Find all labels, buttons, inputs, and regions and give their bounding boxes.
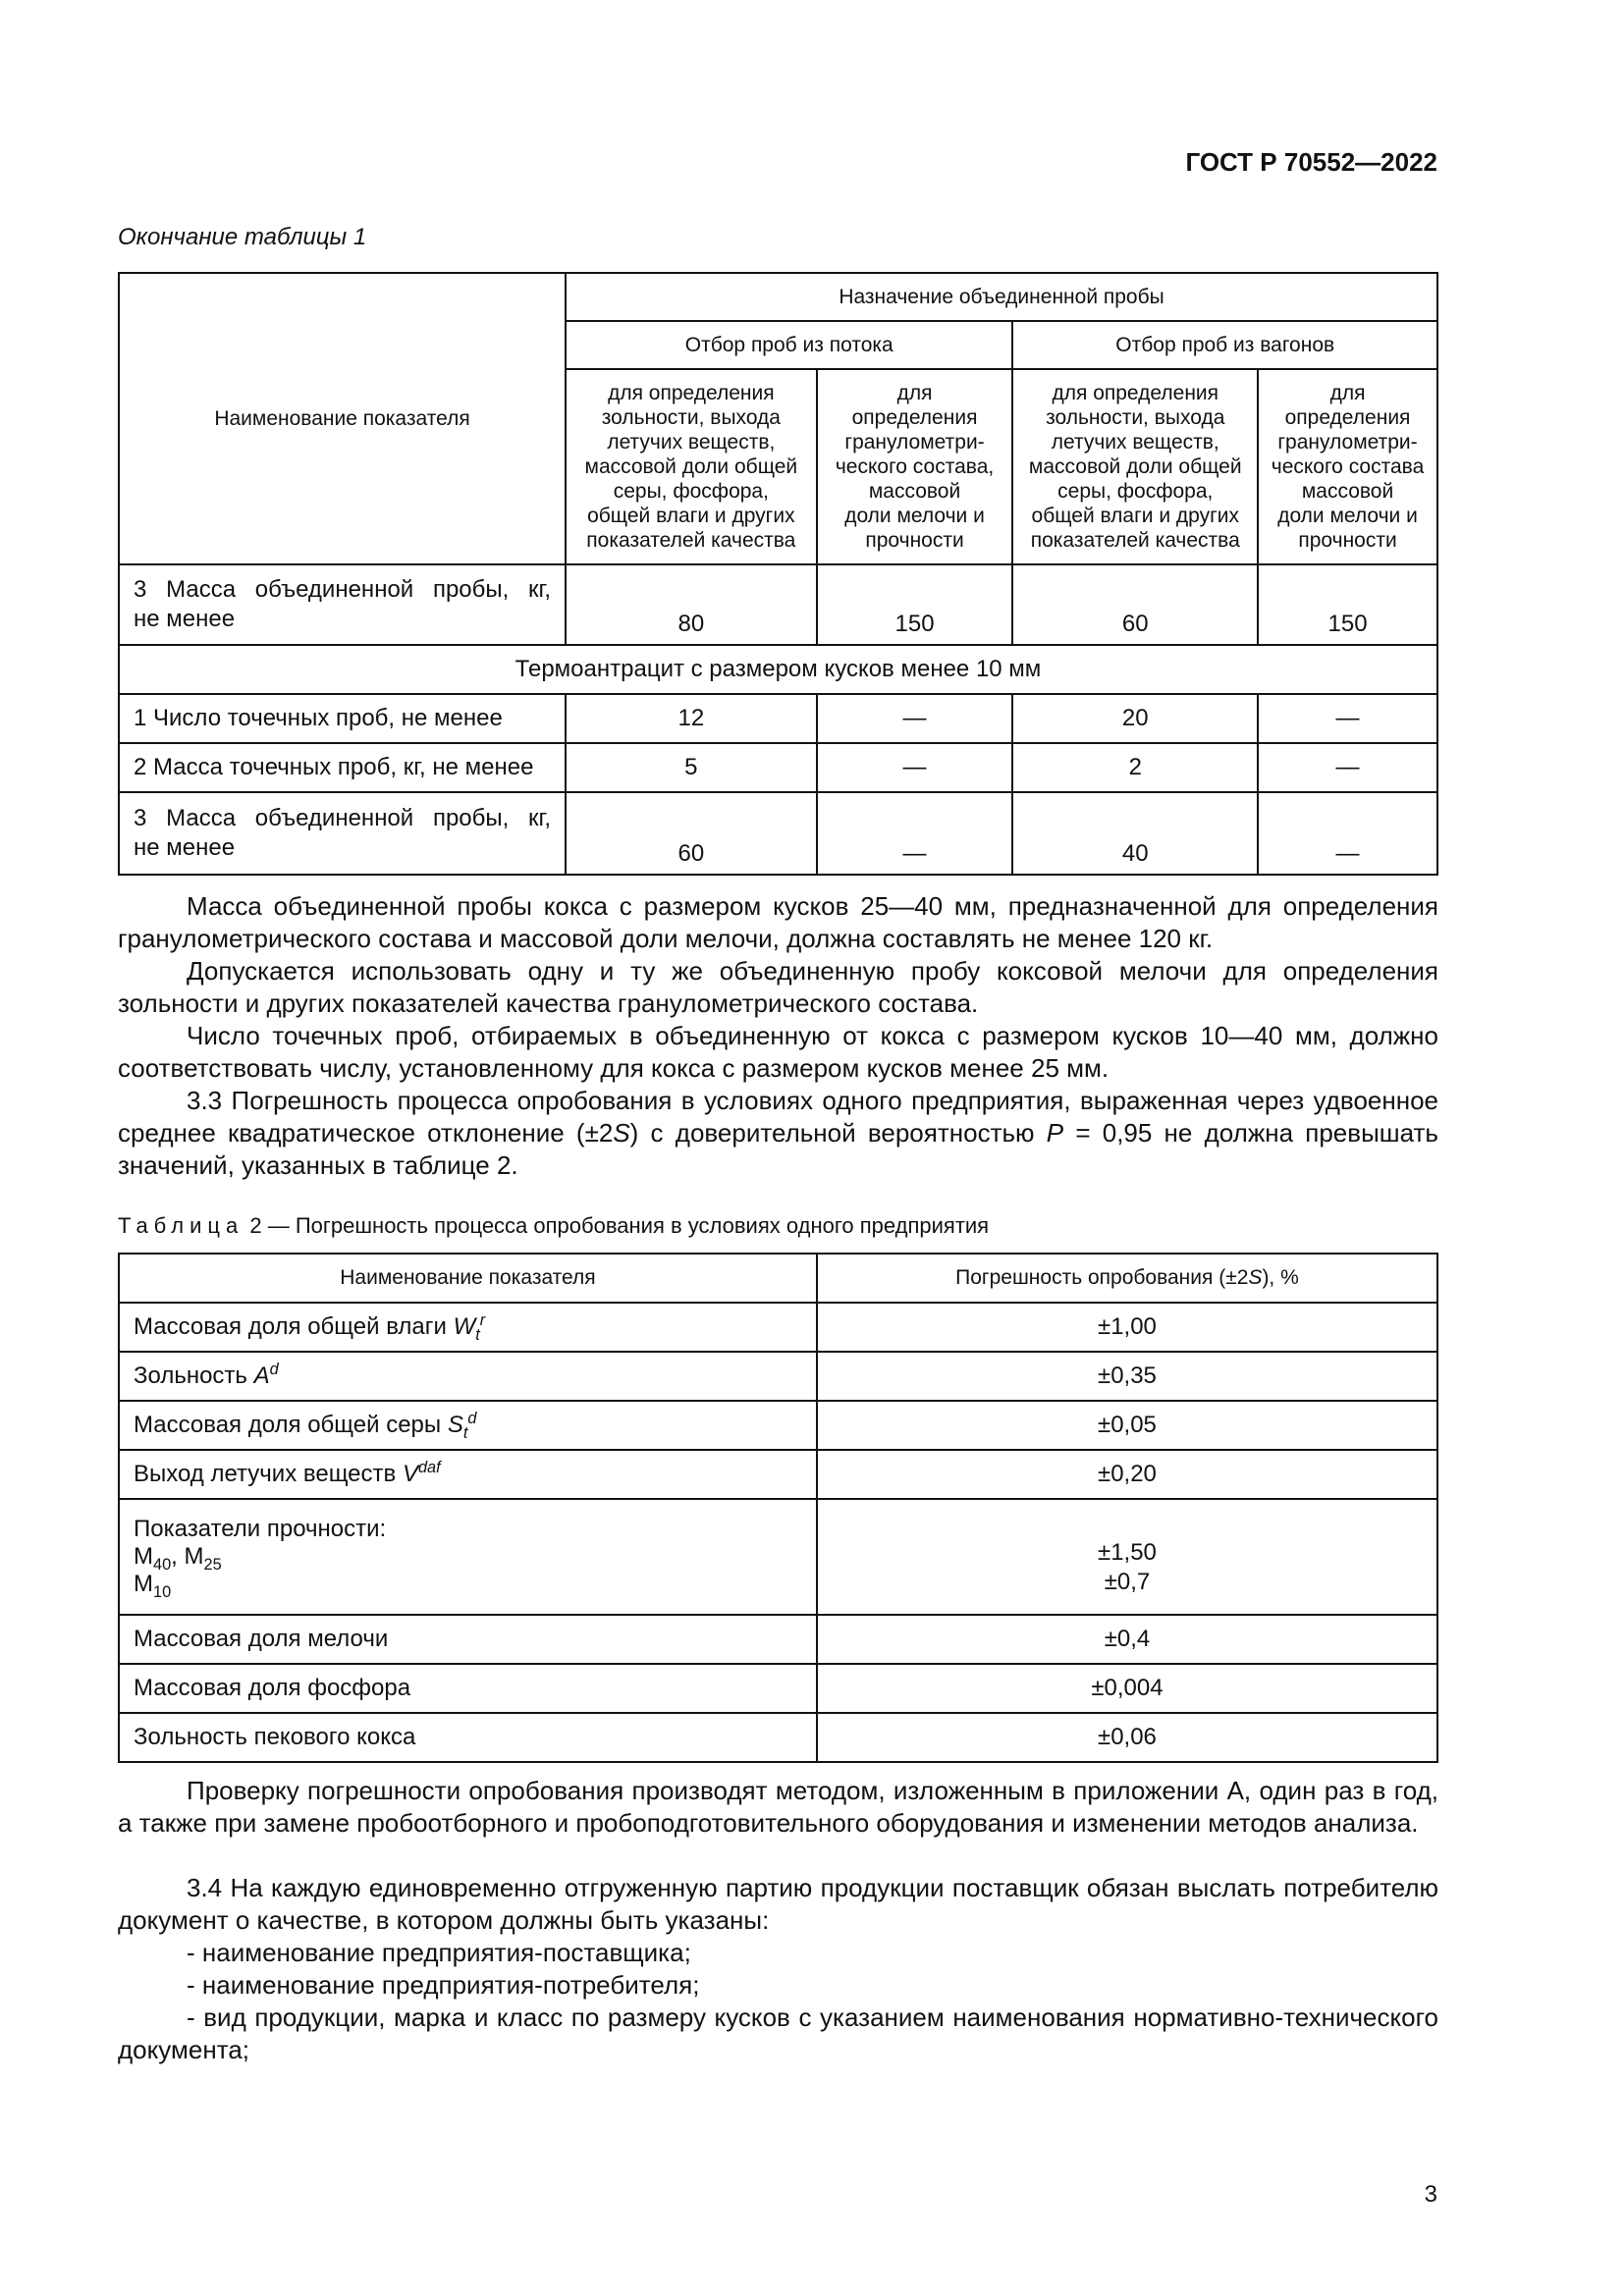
header-indicator-name: Наименование показателя [119, 1254, 817, 1303]
table-1 [118, 272, 1438, 876]
row-label: Массовая доля общей серы $S_t^d$ [119, 1401, 817, 1450]
page-number: 3 [1424, 2181, 1437, 2208]
cell-value: 60 [1012, 564, 1258, 645]
table-row [119, 1664, 1437, 1713]
table-continuation-label: Окончание таблицы 1 [118, 224, 367, 250]
cell-value: ±0,20 [817, 1450, 1437, 1499]
table-row [119, 1615, 1437, 1664]
paragraph: Допускается использовать одну и ту же объединенную пробу коксовой мелочи для определения зольности и других показателей качества гранулометрического состава. [118, 956, 1438, 1018]
cell-value: 2 [1012, 743, 1258, 792]
table-row [119, 1499, 1437, 1615]
header-wagon-sampling: Отбор проб из вагонов [1012, 321, 1437, 369]
header-flow-sampling: Отбор проб из потока [566, 321, 1012, 369]
paragraph: Проверку погрешности опробования производят методом, изложенным в приложении А, один раз в год, а также при замене пробоотборного и пробоподготовительного оборудования и изменении методов анализа. [118, 1776, 1438, 1838]
cell-value: — [1258, 792, 1437, 875]
row-label: Массовая доля мелочи [119, 1615, 817, 1664]
cell-value: 150 [1258, 564, 1437, 645]
paragraph-3-4: 3.4 На каждую единовременно отгруженную партию продукции поставщик обязан выслать потребителю документ о качестве, в котором должны быть указаны: [118, 1873, 1438, 1935]
table-row [119, 694, 1437, 743]
cell-value: — [1258, 743, 1437, 792]
header-col-ash-wagons: для определения зольности, выхода летучих веществ, массовой доли общей серы, фосфора, общей влаги и других показателей качества [1012, 369, 1258, 564]
cell-value: 20 [1012, 694, 1258, 743]
table-2 [118, 1253, 1438, 1763]
cell-value: 12 [566, 694, 817, 743]
header-sampling-error: Погрешность опробования (±2S), % [817, 1254, 1437, 1303]
section-heading: Термоантрацит с размером кусков менее 10 мм [119, 645, 1437, 694]
cell-value: ±1,00 [817, 1303, 1437, 1352]
cell-value: 150 [817, 564, 1013, 645]
row-label: Выход летучих веществ $V^{daf}$ [119, 1450, 817, 1499]
cell-value: ±0,05 [817, 1401, 1437, 1450]
table-row [119, 1713, 1437, 1762]
cell-value: 60 [566, 792, 817, 875]
cell-value: ±1,50 ±0,7 [817, 1499, 1437, 1615]
cell-value: ±0,06 [817, 1713, 1437, 1762]
row-label: 3 Масса объединенной пробы, кг, не менее [119, 792, 566, 875]
table-row [119, 1303, 1437, 1352]
row-label: Массовая доля фосфора [119, 1664, 817, 1713]
cell-value: 40 [1012, 792, 1258, 875]
table-row [119, 743, 1437, 792]
cell-value: ±0,4 [817, 1615, 1437, 1664]
row-label: Зольность пекового кокса [119, 1713, 817, 1762]
paragraph-3-3: 3.3 Погрешность процесса опробования в условиях одного предприятия, выраженная через удвоенное среднее квадратическое отклонение (±2S) с доверительной вероятностью P = 0,95 не должна превышать значений, указанных в таблице 2. [118, 1086, 1438, 1180]
header-col-ash-flow: для определения зольности, выхода летучих веществ, массовой доли общей серы, фосфора, общей влаги и других показателей качества [566, 369, 817, 564]
row-label: 2 Масса точечных проб, кг, не менее [119, 743, 566, 792]
table-row [119, 1401, 1437, 1450]
row-label: 1 Число точечных проб, не менее [119, 694, 566, 743]
cell-value: — [817, 792, 1013, 875]
header-col-granulometry-flow: для определения гранулометри- ческого состава, массовой доли мелочи и прочности [817, 369, 1013, 564]
header-sample-purpose: Назначение объединенной пробы [566, 273, 1437, 321]
row-label: Зольность $A^d$ [119, 1352, 817, 1401]
row-label: 3 Масса объединенной пробы, кг, не менее [119, 564, 566, 645]
document-code: ГОСТ Р 70552—2022 [1185, 147, 1437, 177]
header-indicator-name: Наименование показателя [119, 273, 566, 564]
cell-value: ±0,35 [817, 1352, 1437, 1401]
table-row [119, 1352, 1437, 1401]
cell-value: ±0,004 [817, 1664, 1437, 1713]
cell-value: — [1258, 694, 1437, 743]
list-item: - наименование предприятия-потребителя; [187, 1970, 700, 2000]
paragraph: Число точечных проб, отбираемых в объединенную от кокса с размером кусков 10—40 мм, должно соответствовать числу, установленному для кокса с размером кусков менее 25 мм. [118, 1021, 1438, 1083]
cell-value: 80 [566, 564, 817, 645]
list-item: - вид продукции, марка и класс по размеру кусков с указанием наименования нормативно-технического документа; [118, 2002, 1438, 2064]
table-2-caption: Таблица 2 — Погрешность процесса опробования в условиях одного предприятия [118, 1213, 990, 1238]
table-row [119, 564, 1437, 645]
row-label: Показатели прочности: $M_{40}$, $M_{25}$ $M_{10}$ [119, 1499, 817, 1615]
list-item: - наименование предприятия-поставщика; [187, 1938, 691, 1967]
header-col-granulometry-wagons: для определения гранулометри- ческого состава массовой доли мелочи и прочности [1258, 369, 1437, 564]
table-row [119, 1450, 1437, 1499]
cell-value: — [817, 694, 1013, 743]
table-row [119, 792, 1437, 875]
paragraph: Масса объединенной пробы кокса с размером кусков 25—40 мм, предназначенной для определения гранулометрического состава и массовой доли мелочи, должна составлять не менее 120 кг. [118, 891, 1438, 953]
row-label: Массовая доля общей влаги $W_t^r$ [119, 1303, 817, 1352]
cell-value: 5 [566, 743, 817, 792]
cell-value: — [817, 743, 1013, 792]
